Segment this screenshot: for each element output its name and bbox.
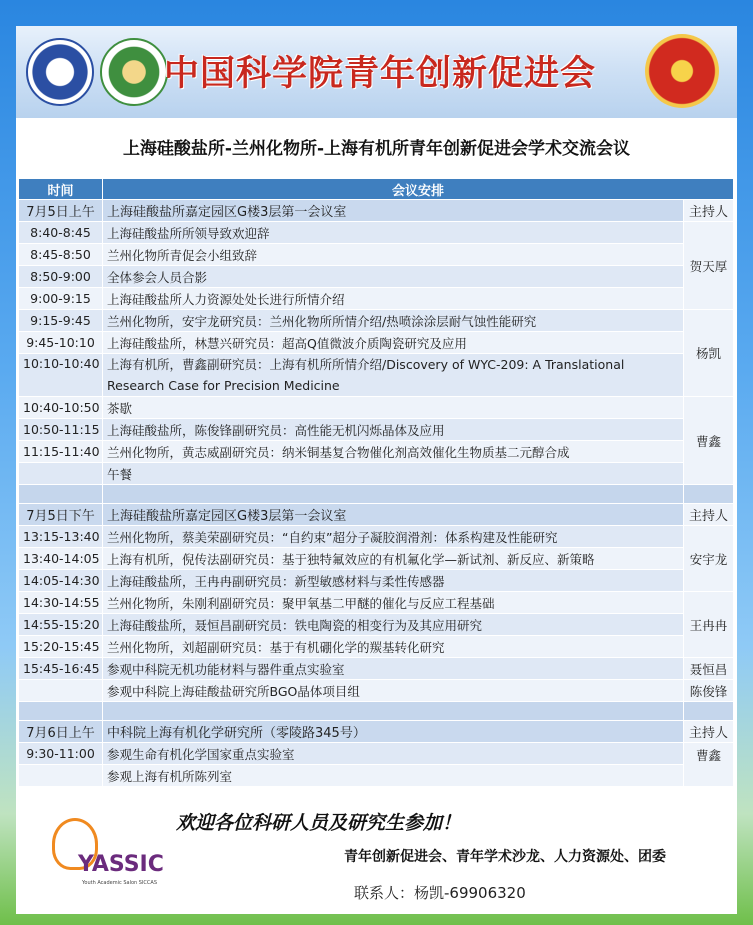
table-row <box>19 680 734 702</box>
section-header-row <box>19 200 734 222</box>
host-name: 安宇龙 <box>683 526 733 592</box>
row-time: 10:50-11:15 <box>19 419 103 441</box>
row-text: 兰州化物所青促会小组致辞 <box>103 244 684 266</box>
row-text: 参观中科院上海硅酸盐研究所BGO晶体项目组 <box>103 680 684 702</box>
row-time: 10:10-10:40 <box>19 354 103 397</box>
row-time: 15:45-16:45 <box>19 658 103 680</box>
table-row <box>19 441 734 463</box>
row-time: 13:40-14:05 <box>19 548 103 570</box>
header-time: 时间 <box>19 179 103 200</box>
poster-card <box>16 26 737 914</box>
row-time: 15:20-15:45 <box>19 636 103 658</box>
youth-promotion-logo-icon <box>100 38 168 106</box>
host-name: 曹鑫 <box>683 397 733 485</box>
row-text: 上海硅酸盐所，王冉冉副研究员：新型敏感材料与柔性传感器 <box>103 570 684 592</box>
section-venue: 上海硅酸盐所嘉定园区G楼3层第一会议室 <box>103 504 684 526</box>
section-time: 7月6日上午 <box>19 721 103 743</box>
row-text: 上海硅酸盐所，陈俊锋副研究员：高性能无机闪烁晶体及应用 <box>103 419 684 441</box>
row-time: 14:30-14:55 <box>19 592 103 614</box>
page-title: 上海硅酸盐所-兰州化物所-上海有机所青年创新促进会学术交流会议 <box>122 139 631 159</box>
row-text: 上海硅酸盐所所领导致欢迎辞 <box>103 222 684 244</box>
row-time: 8:40-8:45 <box>19 222 103 244</box>
yassic-logo <box>34 812 164 902</box>
row-time: 9:00-9:15 <box>19 288 103 310</box>
row-text: 兰州化物所，蔡美荣副研究员：“自约束”超分子凝胶润滑剂：体系构建及性能研究 <box>103 526 684 548</box>
welcome-text: 欢迎各位科研人员及研究生参加！ <box>176 812 462 834</box>
section-header-row <box>19 721 734 743</box>
row-text: 全体参会人员合影 <box>103 266 684 288</box>
table-row <box>19 743 734 765</box>
table-row <box>19 354 734 397</box>
row-time: 8:45-8:50 <box>19 244 103 266</box>
row-text: 参观上海有机所陈列室 <box>103 765 684 787</box>
row-text: 兰州化物所，刘超副研究员：基于有机硼化学的羰基转化研究 <box>103 636 684 658</box>
section-venue: 上海硅酸盐所嘉定园区G楼3层第一会议室 <box>103 200 684 222</box>
youth-league-emblem-icon <box>645 34 719 108</box>
row-time <box>19 765 103 787</box>
row-time: 9:15-9:45 <box>19 310 103 332</box>
table-row <box>19 332 734 354</box>
row-time: 9:45-10:10 <box>19 332 103 354</box>
row-text: 上海硅酸盐所，聂恒昌副研究员：铁电陶瓷的相变行为及其应用研究 <box>103 614 684 636</box>
host-name: 杨凯 <box>683 310 733 397</box>
row-time: 13:15-13:40 <box>19 526 103 548</box>
table-row <box>19 658 734 680</box>
row-text: 上海硅酸盐所，林慧兴研究员：超高Q值微波介质陶瓷研究及应用 <box>103 332 684 354</box>
host-label: 主持人 <box>683 200 733 222</box>
row-text: 上海有机所，倪传法副研究员：基于独特氟效应的有机氟化学—新试剂、新反应、新策略 <box>103 548 684 570</box>
table-row <box>19 397 734 419</box>
row-time: 8:50-9:00 <box>19 266 103 288</box>
host-name: 王冉冉 <box>683 592 733 658</box>
host-name: 贺天厚 <box>683 222 733 310</box>
row-time: 14:55-15:20 <box>19 614 103 636</box>
row-time: 10:40-10:50 <box>19 397 103 419</box>
host-label: 主持人 <box>683 721 733 743</box>
host-label: 主持人 <box>683 504 733 526</box>
host-name: 曹鑫 <box>683 743 733 787</box>
section-venue: 中科院上海有机化学研究所（零陵路345号） <box>103 721 684 743</box>
row-text: 茶歇 <box>103 397 684 419</box>
host-name: 陈俊锋 <box>683 680 733 702</box>
row-text: 午餐 <box>103 463 684 485</box>
row-text: 兰州化物所，安宇龙研究员：兰州化物所所情介绍/热喷涂涂层耐气蚀性能研究 <box>103 310 684 332</box>
row-time: 9:30-11:00 <box>19 743 103 765</box>
table-row <box>19 526 734 548</box>
row-text: 兰州化物所，黄志威副研究员：纳米铜基复合物催化剂高效催化生物质基二元醇合成 <box>103 441 684 463</box>
table-row <box>19 244 734 266</box>
table-row <box>19 570 734 592</box>
table-row <box>19 222 734 244</box>
organizers-text: 青年创新促进会、青年学术沙龙、人力资源处、团委 <box>344 849 666 865</box>
table-row <box>19 614 734 636</box>
logo-subtext: Youth Academic Salon SICCAS <box>82 880 157 886</box>
table-header-row <box>19 179 734 200</box>
section-time: 7月5日下午 <box>19 504 103 526</box>
table-row <box>19 765 734 787</box>
section-header-row <box>19 504 734 526</box>
contact-text: 联系人：杨凯-69906320 <box>354 884 526 902</box>
table-row <box>19 592 734 614</box>
section-time: 7月5日上午 <box>19 200 103 222</box>
spacer-row <box>19 485 734 504</box>
row-time <box>19 463 103 485</box>
row-time: 14:05-14:30 <box>19 570 103 592</box>
banner-title: 中国科学院青年创新促进会 <box>164 54 597 94</box>
table-row <box>19 266 734 288</box>
table-row <box>19 288 734 310</box>
host-name: 聂恒昌 <box>683 658 733 680</box>
table-row <box>19 463 734 485</box>
logo-text: YASSIC <box>78 852 164 877</box>
banner <box>16 26 737 118</box>
row-text: 参观中科院无机功能材料与器件重点实验室 <box>103 658 684 680</box>
row-time: 11:15-11:40 <box>19 441 103 463</box>
row-text: 兰州化物所，朱刚利副研究员：聚甲氧基二甲醚的催化与反应工程基础 <box>103 592 684 614</box>
header-agenda: 会议安排 <box>103 179 734 200</box>
spacer-row <box>19 702 734 721</box>
row-text: 上海有机所，曹鑫副研究员：上海有机所所情介绍/Discovery of WYC-209: A Translational Research Case for Precision Medicine <box>103 354 684 397</box>
table-row <box>19 636 734 658</box>
agenda-table <box>18 178 734 787</box>
row-text: 上海硅酸盐所人力资源处处长进行所情介绍 <box>103 288 684 310</box>
cas-logo-icon <box>26 38 94 106</box>
table-row <box>19 548 734 570</box>
row-text: 参观生命有机化学国家重点实验室 <box>103 743 684 765</box>
row-time <box>19 680 103 702</box>
table-row <box>19 310 734 332</box>
table-row <box>19 419 734 441</box>
